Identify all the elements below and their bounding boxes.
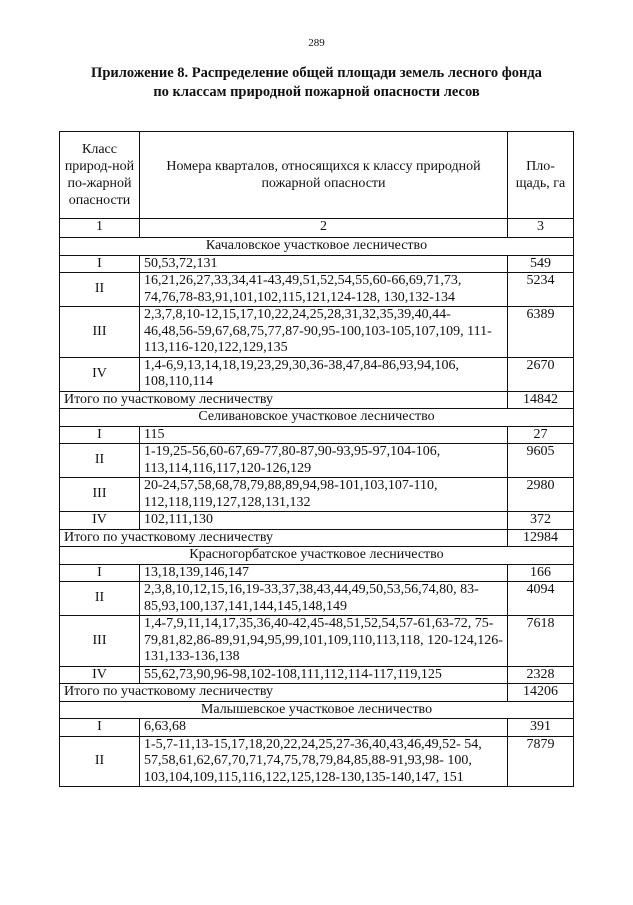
area-cell: 2328 [508, 666, 574, 684]
fire-danger-table [59, 131, 574, 787]
table-row [60, 273, 574, 307]
area-cell: 6389 [508, 307, 574, 358]
col-number-2: 2 [140, 219, 508, 238]
section-title: Селивановское участковое лесничество [60, 409, 574, 427]
fire-class-cell: II [60, 273, 140, 307]
total-label: Итого по участковому лесничеству [60, 684, 508, 702]
area-cell: 166 [508, 564, 574, 582]
quarters-cell: 50,53,72,131 [140, 255, 508, 273]
table-row [60, 512, 574, 530]
area-cell: 7618 [508, 616, 574, 667]
column-numbers-row [60, 219, 574, 238]
area-cell: 5234 [508, 273, 574, 307]
total-value: 12984 [508, 529, 574, 547]
quarters-cell: 102,111,130 [140, 512, 508, 530]
quarters-cell: 1,4-7,9,11,14,17,35,36,40-42,45-48,51,52,54,57-61,63-72, 75-79,81,82,86-89,91,94,95,99,101,109,110,113,118, 120-124,126-131,133-136,138 [140, 616, 508, 667]
section-title: Малышевское участковое лесничество [60, 701, 574, 719]
page-title [40, 64, 593, 102]
fire-class-cell: I [60, 719, 140, 737]
section-row [60, 701, 574, 719]
quarters-cell: 6,63,68 [140, 719, 508, 737]
area-cell: 2670 [508, 357, 574, 391]
quarters-cell: 1-5,7-11,13-15,17,18,20,22,24,25,27-36,40,43,46,49,52- 54, 57,58,61,62,67,70,71,74,75,78,79,84,85,88-91,93,98- 100, 103,104,109,115,116,122,125,128-130,135-140,147, 151 [140, 736, 508, 787]
table-row [60, 444, 574, 478]
section-title: Красногорбатское участковое лесничество [60, 547, 574, 565]
area-cell: 549 [508, 255, 574, 273]
area-cell: 27 [508, 426, 574, 444]
area-cell: 4094 [508, 582, 574, 616]
header-quarters: Номера кварталов, относящихся к классу природной пожарной опасности [140, 132, 508, 219]
header-class: Класс природ-ной по-жарной опасности [60, 132, 140, 219]
col-number-3: 3 [508, 219, 574, 238]
table-row [60, 719, 574, 737]
fire-class-cell: III [60, 307, 140, 358]
table-row [60, 478, 574, 512]
fire-class-cell: IV [60, 357, 140, 391]
title-line-1: Приложение 8. Распределение общей площади земель лесного фонда [91, 65, 542, 81]
area-cell: 391 [508, 719, 574, 737]
total-row [60, 684, 574, 702]
table-row [60, 426, 574, 444]
fire-class-cell: IV [60, 666, 140, 684]
fire-class-cell: I [60, 564, 140, 582]
total-row [60, 391, 574, 409]
quarters-cell: 2,3,7,8,10-12,15,17,10,22,24,25,28,31,32,35,39,40,44- 46,48,56-59,67,68,75,77,87-90,95-100,103-105,107,109, 111-113,116-120,122,129,135 [140, 307, 508, 358]
total-value: 14206 [508, 684, 574, 702]
table-row [60, 666, 574, 684]
total-label: Итого по участковому лесничеству [60, 391, 508, 409]
fire-class-cell: IV [60, 512, 140, 530]
fire-class-cell: III [60, 478, 140, 512]
col-number-1: 1 [60, 219, 140, 238]
total-label: Итого по участковому лесничеству [60, 529, 508, 547]
table-row [60, 357, 574, 391]
quarters-cell: 20-24,57,58,68,78,79,88,89,94,98-101,103,107-110, 112,118,119,127,128,131,132 [140, 478, 508, 512]
fire-class-cell: I [60, 255, 140, 273]
total-row [60, 529, 574, 547]
table-row [60, 736, 574, 787]
table-row [60, 255, 574, 273]
quarters-cell: 115 [140, 426, 508, 444]
page-number: 289 [308, 37, 325, 49]
quarters-cell: 16,21,26,27,33,34,41-43,49,51,52,54,55,60-66,69,71,73, 74,76,78-83,91,101,102,115,121,124-128, 130,132-134 [140, 273, 508, 307]
section-row [60, 547, 574, 565]
quarters-cell: 1-19,25-56,60-67,69-77,80-87,90-93,95-97,104-106, 113,114,116,117,120-126,129 [140, 444, 508, 478]
fire-class-cell: II [60, 736, 140, 787]
table-row [60, 307, 574, 358]
area-cell: 7879 [508, 736, 574, 787]
fire-class-cell: II [60, 582, 140, 616]
section-title: Качаловское участковое лесничество [60, 238, 574, 256]
area-cell: 2980 [508, 478, 574, 512]
section-row [60, 238, 574, 256]
header-row [60, 132, 574, 219]
area-cell: 372 [508, 512, 574, 530]
header-area: Пло-щадь, га [508, 132, 574, 219]
table-row [60, 564, 574, 582]
total-value: 14842 [508, 391, 574, 409]
title-line-2: по классам природной пожарной опасности лесов [153, 84, 480, 100]
table-row [60, 582, 574, 616]
section-row [60, 409, 574, 427]
table-row [60, 616, 574, 667]
quarters-cell: 1,4-6,9,13,14,18,19,23,29,30,36-38,47,84-86,93,94,106, 108,110,114 [140, 357, 508, 391]
fire-class-cell: I [60, 426, 140, 444]
quarters-cell: 13,18,139,146,147 [140, 564, 508, 582]
quarters-cell: 55,62,73,90,96-98,102-108,111,112,114-117,119,125 [140, 666, 508, 684]
quarters-cell: 2,3,8,10,12,15,16,19-33,37,38,43,44,49,50,53,56,74,80, 83-85,93,100,137,141,144,145,148,149 [140, 582, 508, 616]
area-cell: 9605 [508, 444, 574, 478]
fire-class-cell: II [60, 444, 140, 478]
fire-class-cell: III [60, 616, 140, 667]
